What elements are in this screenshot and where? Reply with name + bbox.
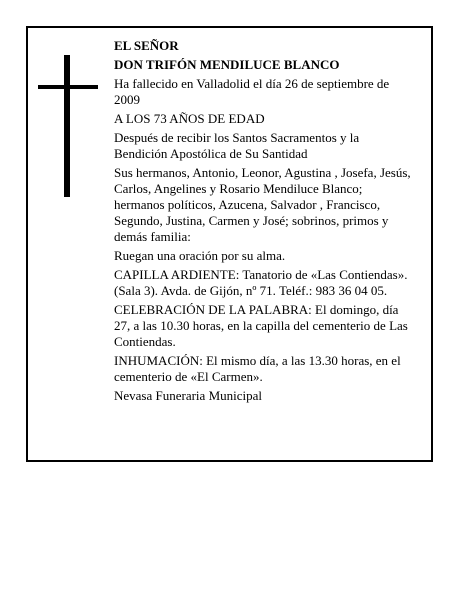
celebration-info: CELEBRACIÓN DE LA PALABRA: El domingo, día 27, a las 10.30 horas, en la capilla del cementerio de Las Contiendas. xyxy=(114,302,408,349)
family-list: Sus hermanos, Antonio, Leonor, Agustina , Josefa, Jesús, Carlos, Angelines y Rosario Mendiluce Blanco; hermanos políticos, Azucena, Salvador , Francisco, Segundo, Justina, Carmen y José; sobrinos, primos y demás familia: xyxy=(114,165,411,244)
cross-vertical-bar xyxy=(64,55,70,197)
cross-horizontal-bar xyxy=(38,85,98,89)
death-info: Ha fallecido en Valladolid el día 26 de septiembre de 2009 xyxy=(114,76,390,107)
obituary-title: EL SEÑOR xyxy=(114,38,179,53)
sacraments-line: Después de recibir los Santos Sacramentos y la Bendición Apostólica de Su Santidad xyxy=(114,130,360,161)
prayer-line: Ruegan una oración por su alma. xyxy=(114,248,286,263)
deceased-name: DON TRIFÓN MENDILUCE BLANCO xyxy=(114,57,340,72)
funeral-home: Nevasa Funeraria Municipal xyxy=(114,388,263,403)
obituary-text xyxy=(114,38,414,407)
chapel-info: CAPILLA ARDIENTE: Tanatorio de «Las Contiendas».(Sala 3). Avda. de Gijón, nº 71. Teléf.: 983 36 04 05. xyxy=(114,267,408,298)
age-line: A LOS 73 AÑOS DE EDAD xyxy=(114,111,265,126)
cross-icon xyxy=(38,55,98,197)
burial-info: INHUMACIÓN: El mismo día, a las 13.30 horas, en el cementerio de «El Carmen». xyxy=(114,353,401,384)
